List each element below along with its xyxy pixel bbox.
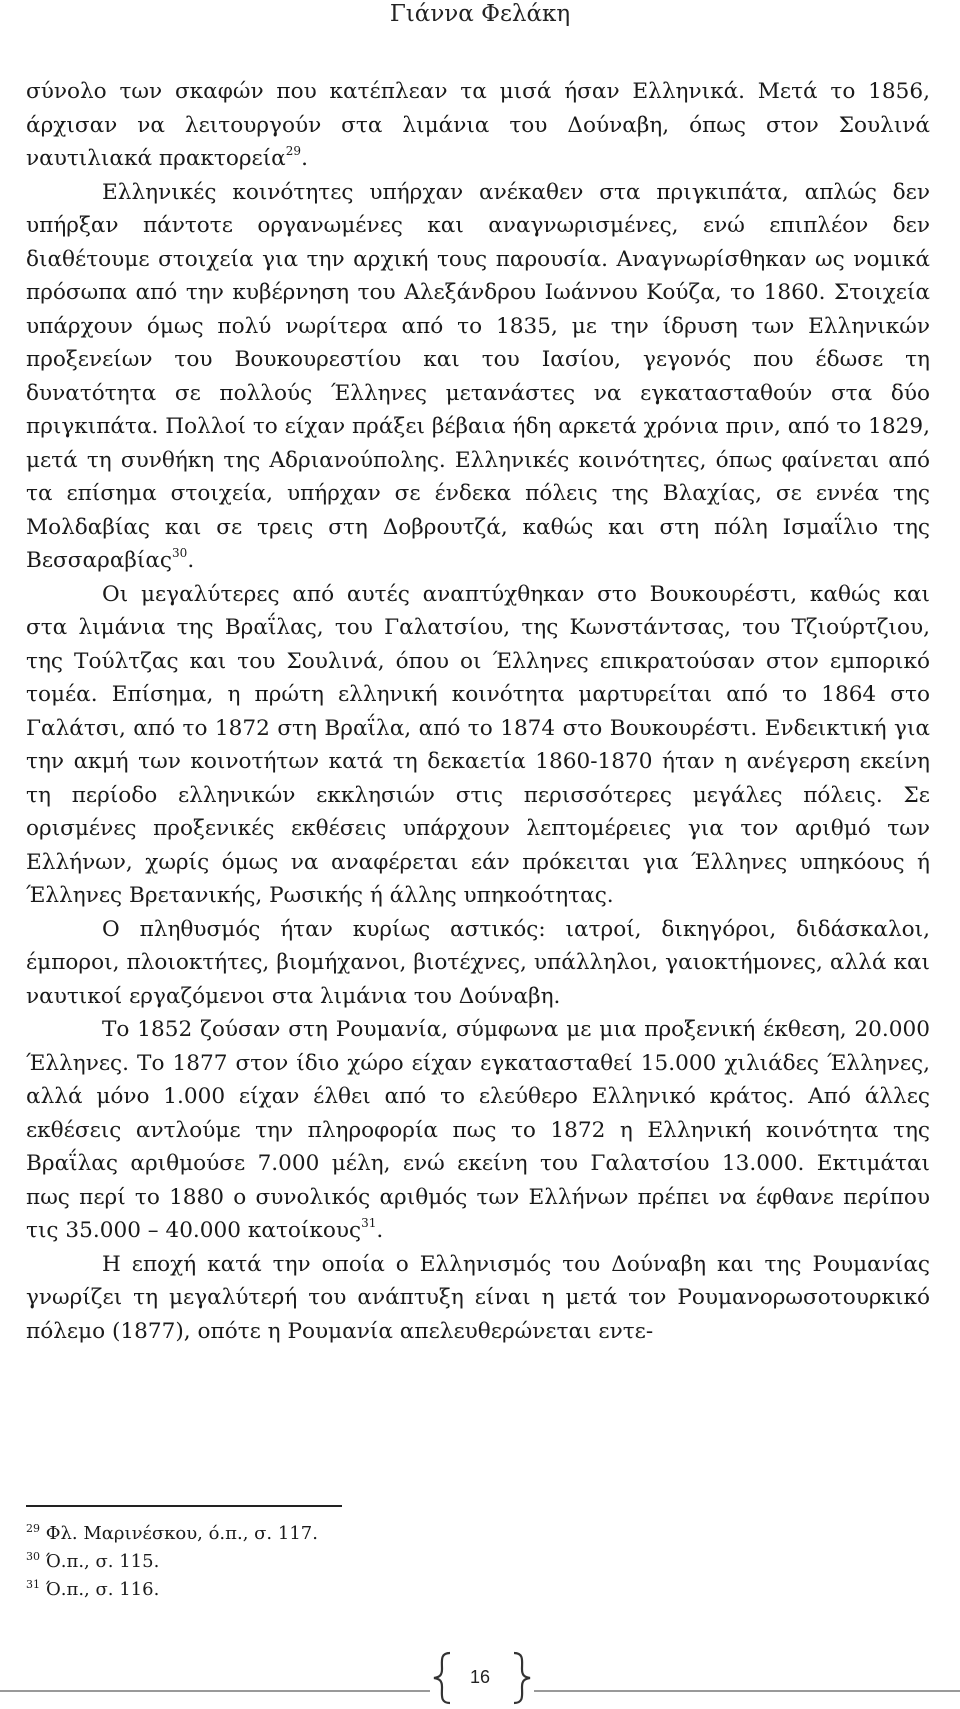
paragraph-text: Το 1852 ζούσαν στη Ρουμανία, σύμφωνα με μια προξενική έκθεση, 20.000 Έλληνες. Το 1877 στον ίδιο χώρο είχαν εγκατασταθεί 15.000 χιλιάδες Έλληνες, αλλά μόνο 1.000 είχαν έλθει από το ελεύθερο Ελληνικό κράτος. Από άλλες εκθέσεις αντλούμε την πληροφορία πως το 1872 η Ελληνική κοινότητα της Βραΐλας αριθμούσε 7.000 μέλη, ενώ εκείνη του Γαλατσίου 13.000. Εκτιμάται πως περί το 1880 ο συνολικός αριθμός των Ελλήνων πρέπει να έφθανε περίπου τις 35.000 – 40.000 κατοίκους (26, 1017, 930, 1243)
footnote-text: Ό.π., σ. 115. (45, 1551, 160, 1572)
paragraph-tail: . (187, 548, 195, 573)
footnotes (26, 1520, 906, 1604)
footnote-ref[interactable]: 31 (361, 1216, 377, 1230)
footnote-text: Φλ. Μαρινέσκου, ό.π., σ. 117. (45, 1523, 318, 1544)
page-number-rule-right (534, 1690, 960, 1692)
footnote-number: 29 (26, 1522, 40, 1535)
paragraph-text: σύνολο των σκαφών που κατέπλεαν τα μισά ήσαν Ελληνικά. Μετά το 1856, άρχισαν να λειτουργούν στα λιμάνια του Δούναβη, όπως στον Σουλινά ναυτιλιακά πρακτορεία (26, 79, 930, 171)
paragraph (26, 1248, 930, 1349)
footnote-separator (26, 1505, 342, 1507)
paragraph-text: Ελληνικές κοινότητες υπήρχαν ανέκαθεν στα πριγκιπάτα, απλώς δεν υπήρξαν πάντοτε οργανωμένες και αναγνωρισμένες, ενώ επιπλέον δεν διαθέτουμε στοιχεία για την αρχική τους παρουσία. Αναγνωρίσθηκαν ως νομικά πρόσωπα από την κυβέρνηση του Αλεξάνδρου Ιωάννου Κούζα, το 1860. Στοιχεία υπάρχουν όμως πολύ νωρίτερα από το 1835, με την ίδρυση των Ελληνικών προξενείων του Βουκουρεστίου και του Ιασίου, γεγονός που έδωσε τη δυνατότητα σε πολλούς Έλληνες μετανάστες να εγκατασταθούν στα δύο πριγκιπάτα. Πολλοί το είχαν πράξει βέβαια ήδη αρκετά χρόνια πριν, από το 1829, μετά τη συνθήκη της Αδριανούπολης. Ελληνικές κοινότητες, όπως φαίνεται από τα επίσημα στοιχεία, υπήρχαν σε ένδεκα πόλεις της Βλαχίας, σε εννέα της Μολδαβίας και σε τρεις στη Δοβρουτζά, καθώς και στη πόλη Ισμαΐλιο της Βεσσαραβίας (26, 179, 930, 573)
footnote-number: 31 (26, 1578, 40, 1591)
paragraph-text: Η εποχή κατά την οποία ο Ελληνισμός του Δούναβη και της Ρουμανίας γνωρίζει τη μεγαλύτερή του ανάπτυξη είναι η μετά τον Ρουμανορωσοτουρκικό πόλεμο (1877), οπότε η Ρουμανία απελευθερώνεται εντε- (26, 1251, 930, 1344)
page-number-rule-left (0, 1690, 430, 1692)
paragraph (26, 578, 930, 913)
paragraph-text: Ο πληθυσμός ήταν κυρίως αστικός: ιατροί, δικηγόροι, διδάσκαλοι, έμποροι, πλοιοκτήτες, βιομήχανοι, βιοτέχνες, υπάλληλοι, γαιοκτήμονες, αλλά και ναυτικοί εργαζόμενοι στα λιμάνια του Δούναβη. (26, 916, 930, 1009)
footnote-text: Ό.π., σ. 116. (45, 1579, 160, 1600)
paragraph-tail: . (301, 146, 308, 171)
right-brace-icon (510, 1651, 534, 1705)
paragraph-text: Οι μεγαλύτερες από αυτές αναπτύχθηκαν στο Βουκουρέστι, καθώς και στα λιμάνια της Βραΐλας, του Γαλατσίου, της Κωνστάντσας, του Τζιούρτζιου, της Τούλτζας και του Σουλινά, όπου οι Έλληνες επικρατούσαν στον εμπορικό τομέα. Επίσημα, η πρώτη ελληνική κοινότητα μαρτυρείται από το 1864 στο Γαλάτσι, από το 1872 στη Βραΐλα, από το 1874 στο Βουκουρέστι. Ενδεικτική για την ακμή των κοινοτήτων κατά τη δεκαετία 1860-1870 ήταν η ανέγερση εκείνη τη περίοδο ελληνικών εκκλησιών στις περισσότερες μεγάλες πόλεις. Σε ορισμένες προξενικές εκθέσεις υπάρχουν λεπτομέρειες για τον αριθμό των Ελλήνων, χωρίς όμως να αναφέρεται εάν πρόκειται για Έλληνες υπηκόους ή Έλληνες Βρετανικής, Ρωσικής ή άλλης υπηκοότητας. (26, 581, 930, 908)
footnote (26, 1548, 906, 1576)
footnote (26, 1576, 906, 1604)
footnote-number: 30 (26, 1550, 40, 1563)
running-header: Γιάννα Φελάκη (389, 1, 571, 27)
paragraph-tail: . (376, 1218, 384, 1243)
body-text (26, 75, 930, 1348)
page-number: 16 (469, 1667, 491, 1687)
footnote-ref[interactable]: 29 (285, 144, 302, 158)
footnote-ref[interactable]: 30 (172, 546, 188, 560)
paragraph (26, 1013, 930, 1248)
paragraph (26, 176, 930, 578)
paragraph (26, 75, 930, 176)
footnote (26, 1520, 906, 1548)
paragraph (26, 913, 930, 1014)
